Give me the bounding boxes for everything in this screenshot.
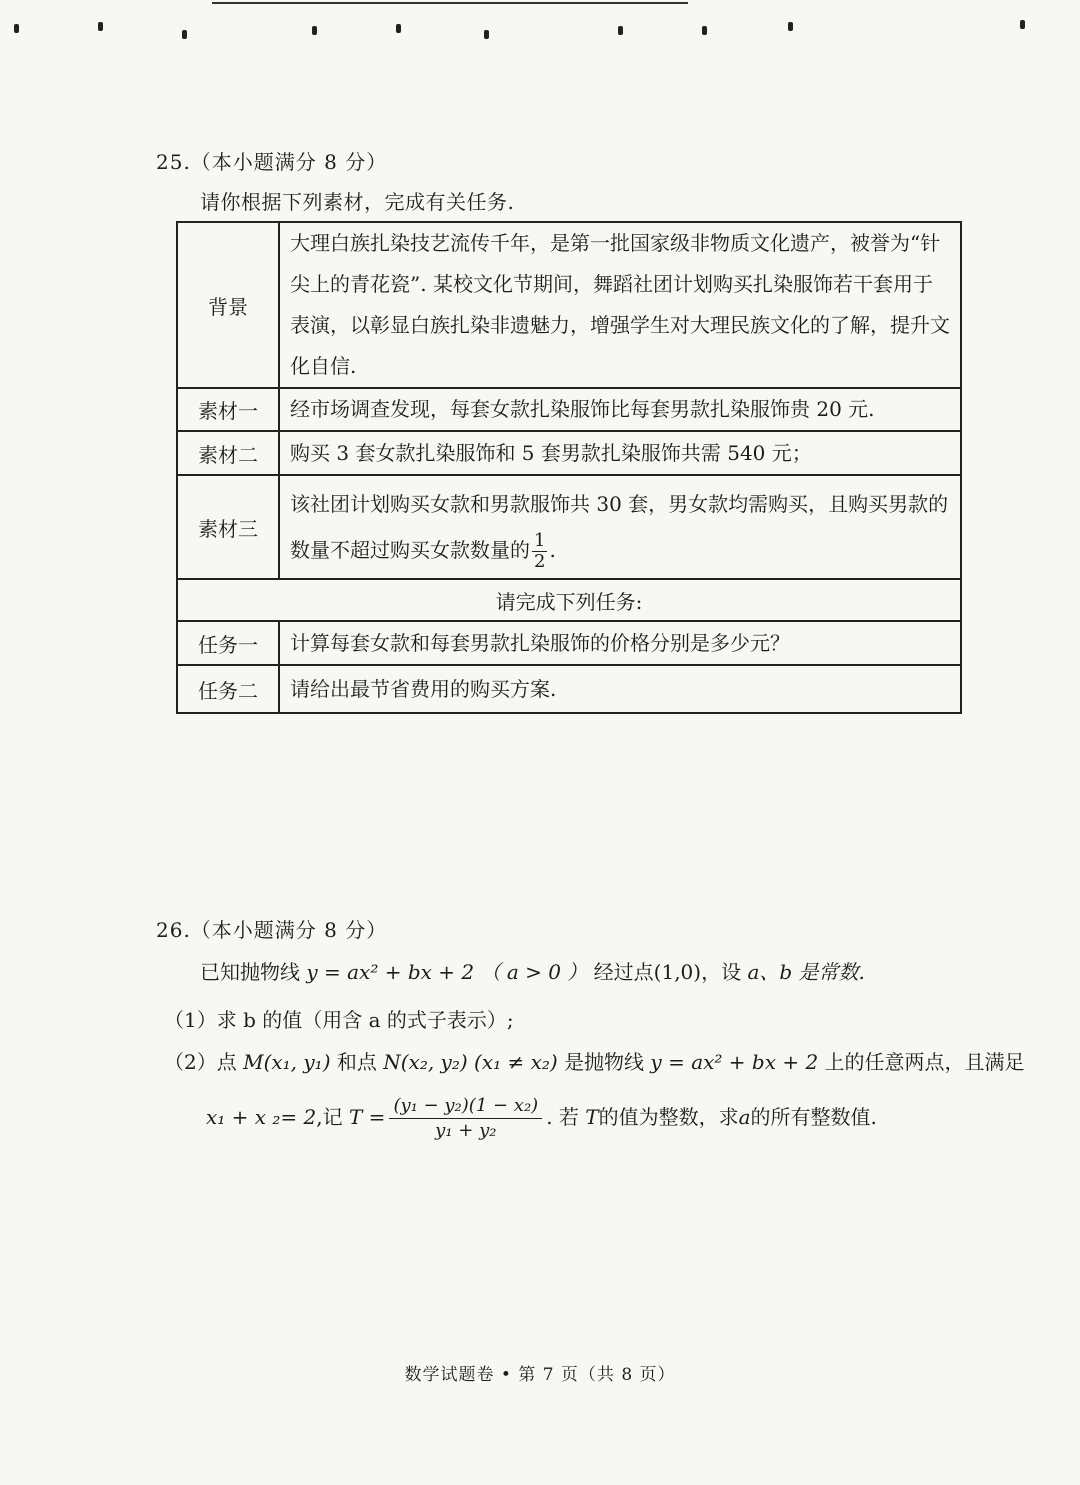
- table-row-material2: [177, 431, 961, 475]
- material1-label: 素材一: [177, 388, 279, 431]
- q26-line3: [206, 1094, 877, 1143]
- parabola-equation: y = ax² + bx + 2: [306, 960, 475, 984]
- q26-line1-constants: a、b 是常数.: [747, 960, 865, 984]
- task2-label: 任务二: [177, 665, 279, 713]
- table-row-tasks-header: [177, 579, 961, 621]
- task2-text: 请给出最节省费用的购买方案.: [279, 665, 961, 713]
- task1-label: 任务一: [177, 621, 279, 665]
- q26-part2-text-c: 是抛物线: [564, 1050, 645, 1074]
- T-symbol: T: [585, 1105, 599, 1129]
- q26-line3-text-a: ,记: [316, 1105, 343, 1129]
- binding-mark: [396, 24, 401, 33]
- point-N: N(x₂, y₂): [383, 1050, 468, 1074]
- fraction-numerator: 1: [534, 530, 546, 551]
- task1-text: 计算每套女款和每套男款扎染服饰的价格分别是多少元？: [279, 621, 961, 665]
- q26-line1-text: 已知抛物线: [200, 960, 300, 984]
- T-denominator: y₁ + y₂: [435, 1120, 497, 1141]
- T-definition-label: T =: [348, 1105, 386, 1129]
- background-text: 大理白族扎染技艺流传千年，是第一批国家级非物质文化遗产，被誉为“针尖上的青花瓷”. 某校文化节期间，舞蹈社团计划购买扎染服饰若干套用于表演，以彰显白族扎染非遗魅力，增强学生对大理民族文化的了解，提升文化自信.: [279, 222, 961, 388]
- q25-heading: 25.（本小题满分 8 分）: [156, 150, 388, 174]
- q26-part1: （1）求 b 的值（用含 a 的式子表示）;: [164, 1008, 514, 1032]
- one-half-fraction: [532, 531, 547, 572]
- a-positive-condition: （ a > 0 ）: [480, 960, 588, 984]
- table-row-task1: [177, 621, 961, 665]
- binding-mark: [788, 22, 793, 31]
- table-row-material3: [177, 475, 961, 579]
- binding-hole-marks: [0, 0, 1080, 60]
- background-label: 背景: [177, 222, 279, 388]
- fraction-denominator: 2: [534, 551, 546, 572]
- a-symbol: a: [738, 1105, 751, 1129]
- material2-label: 素材二: [177, 431, 279, 475]
- material1-text: 经市场调查发现，每套女款扎染服饰比每套男款扎染服饰贵 20 元.: [279, 388, 961, 431]
- material3-label: 素材三: [177, 475, 279, 579]
- x-distinct-condition: (x₁ ≠ x₂): [474, 1050, 558, 1074]
- table-row-task2: [177, 665, 961, 713]
- T-numerator: (y₁ − y₂)(1 − x₂): [389, 1094, 542, 1119]
- material3-cell: [279, 475, 961, 579]
- q26-line3-text-d: 的所有整数值.: [750, 1105, 877, 1129]
- binding-mark: [312, 26, 317, 35]
- point-M: M(x₁, y₁): [243, 1050, 331, 1074]
- table-row-background: [177, 222, 961, 388]
- binding-mark: [1020, 20, 1025, 29]
- q25-intro: 请你根据下列素材，完成有关任务.: [200, 190, 515, 214]
- q26-line1-point: 经过点(1,0)，设: [593, 960, 742, 984]
- page-footer: 数学试题卷 • 第 7 页（共 8 页）: [404, 1365, 676, 1385]
- q26-line3-text-c: 的值为整数，求: [598, 1105, 739, 1129]
- x-sum-condition: x₁ + x ₂= 2: [206, 1105, 317, 1129]
- q26-part2: [164, 1046, 1025, 1075]
- material2-text: 购买 3 套女款扎染服饰和 5 套男款扎染服饰共需 540 元；: [279, 431, 961, 475]
- parabola-equation-2: y = ax² + bx + 2: [650, 1050, 819, 1074]
- q26-part2-text-d: 上的任意两点，且满足: [824, 1050, 1025, 1074]
- binding-mark: [14, 24, 19, 33]
- table-row-material1: [177, 388, 961, 431]
- material3-period: .: [549, 538, 556, 562]
- material3-text: 该社团计划购买女款和男款服饰共 30 套，男女款均需购买，且购买男款的数量不超过购买女款数量的: [290, 492, 949, 562]
- q26-line1: [200, 956, 865, 985]
- binding-mark: [182, 30, 187, 39]
- q26-line3-text-b: . 若: [546, 1105, 579, 1129]
- T-fraction: [389, 1094, 542, 1143]
- materials-table: [176, 221, 962, 714]
- q26-heading: 26.（本小题满分 8 分）: [156, 918, 388, 942]
- tasks-header: 请完成下列任务:: [177, 579, 961, 621]
- q26-part2-text-b: 和点: [336, 1050, 377, 1074]
- binding-mark: [618, 26, 623, 35]
- q26-part2-text-a: （2）点: [164, 1050, 237, 1074]
- binding-mark: [98, 22, 103, 31]
- binding-mark: [702, 26, 707, 35]
- binding-mark: [484, 30, 489, 39]
